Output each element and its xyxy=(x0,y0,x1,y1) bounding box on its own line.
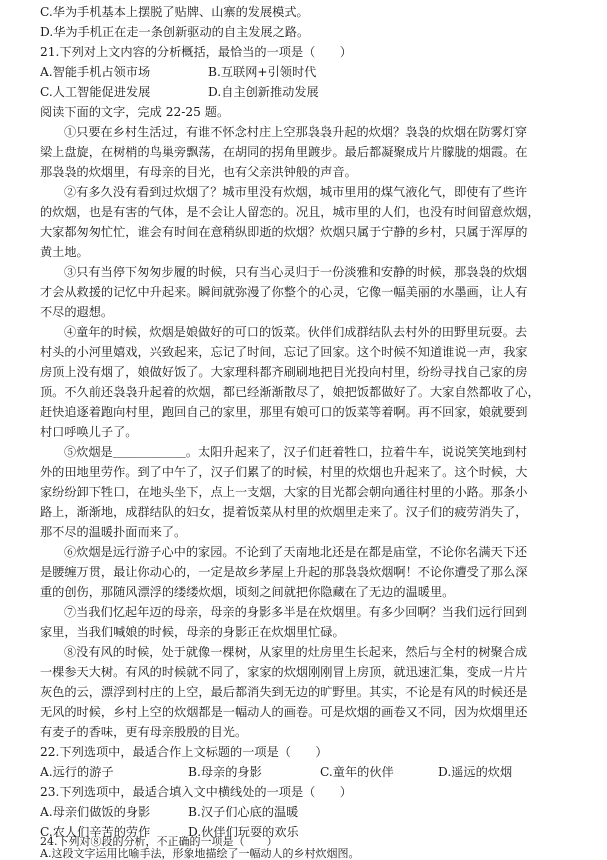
q20-option-d: D.华为手机正在走一条创新驱动的自主发展之路。 xyxy=(40,25,310,39)
passage-line: 一棵参天大树。有风的时候就不同了，家家的炊烟刚刚冒上房顶，就迅速汇集，变成一片片 xyxy=(40,665,528,679)
q23-option-c: C.农人们辛苦的劳作 xyxy=(40,825,151,839)
q21-option-c: C.人工智能促进发展 xyxy=(40,85,151,99)
q24-stem: 24.下列对⑧段的分析，不正确的一项是（ ） xyxy=(40,836,278,848)
passage-line: 顶。不久前还袅袅升起着的炊烟，都已经渐渐散尽了，娘把饭都做好了。大家自然都收了心， xyxy=(40,385,540,399)
q23-option-a: A.母亲们做饭的身影 xyxy=(40,805,151,819)
q21-stem: 21.下列对上文内容的分析概括，最恰当的一项是（ ） xyxy=(40,45,352,59)
passage-line: 那袅袅的炊烟里，有母亲的目光，也有父亲洪钟般的声音。 xyxy=(40,165,357,179)
q23-option-b: B.汉子们心底的温暖 xyxy=(188,805,299,819)
passage-line: 重的创伤，那随风漂浮的缕缕炊烟，顷刻之间就把你隐藏在了无边的温暖里。 xyxy=(40,585,455,599)
q22-option-c: C.童年的伙伴 xyxy=(320,765,394,779)
passage-line: ⑧没有风的时候，处于就像一棵树，从家里的灶房里生长起来，然后与全村的树聚合成 xyxy=(64,645,528,659)
passage-line: 是腰缠万贯，最让你动心的，一定是故乡茅屋上升起的那袅袅炊烟啊！不论你遭受了那么深 xyxy=(40,565,528,579)
q23-stem: 23.下列选项中，最适合填入文中横线处的一项是（ ） xyxy=(40,785,352,799)
passage-line: ⑥炊烟是远行游子心中的家园。不论到了天南地北还是在都是庙堂，不论你名满天下还 xyxy=(64,545,528,559)
q22-stem: 22.下列选项中，最适合作上文标题的一项是（ ） xyxy=(40,745,328,759)
q22-option-b: B.母亲的身影 xyxy=(188,765,262,779)
passage-line: ③只有当停下匆匆步履的时候，只有当心灵归于一份淡雅和安静的时候，那袅袅的炊烟 xyxy=(64,265,528,279)
passage-line: 大家都匆匆忙忙，谁会有时间在意稍纵即逝的炊烟？炊烟只属于宁静的乡村，只属于浑厚的 xyxy=(40,225,528,239)
passage-line: 的炊烟，也是有害的气体，是不会让人留恋的。况且，城市里的人们，也没有时间留意炊烟， xyxy=(40,205,540,219)
passage-line: 黄土地。 xyxy=(40,245,89,259)
q21-option-b: B.互联网+引领时代 xyxy=(208,65,317,79)
passage-line: ④童年的时候，炊烟是娘做好的可口的饭菜。伙伴们成群结队去村外的田野里玩耍。去 xyxy=(64,325,528,339)
q20-option-c: C.华为手机基本上摆脱了贴牌、山寨的发展模式。 xyxy=(40,5,309,19)
q22-option-a: A.远行的游子 xyxy=(40,765,114,779)
passage-line: ②有多久没有看到过炊烟了？城市里没有炊烟，城市里用的煤气液化气，即使有了些许 xyxy=(64,185,528,199)
passage-line: ①只要在乡村生活过，有谁不怀念村庄上空那袅袅升起的炊烟？袅袅的炊烟在防雾灯穿 xyxy=(64,125,528,139)
q21-option-d: D.自主创新推动发展 xyxy=(208,85,319,99)
q22-option-d: D.遥远的炊烟 xyxy=(438,765,513,779)
q23-option-d: D.伙伴们玩耍的欢乐 xyxy=(188,825,299,839)
passage-line: 灰色的云，漂浮到村庄的上空，最后都消失到无边的旷野里。其实，不论是有风的时候还是 xyxy=(40,685,528,699)
passage-line: ⑦当我们忆起年迈的母亲，母亲的身影多半是在炊烟里。有多少回啊？当我们远行回到 xyxy=(64,605,528,619)
passage-line: 无风的时候，乡村上空的炊烟都是一幅动人的画卷。可是炊烟的画卷又不同，因为炊烟里还 xyxy=(40,705,528,719)
passage-line: 才会从救援的记忆中升起来。瞬间就弥漫了你整个的心灵，它像一幅美丽的水墨画，让人有 xyxy=(40,285,528,299)
passage-line: 那不尽的温暖扑面而来了。 xyxy=(40,525,187,539)
passage-line: 赶快追逐着跑向村里，跑回自己的家里，那里有娘可口的饭菜等着啊。再不回家，娘就要到 xyxy=(40,405,528,419)
passage-line: 村口呼唤儿子了。 xyxy=(40,425,138,439)
passage-line: 家纷纷卸下牲口，在地头坐下，点上一支烟，大家的目光都会朝向通往村里的小路。那条小 xyxy=(40,485,528,499)
passage-line: 有麦子的香味，更有母亲殷殷的目光。 xyxy=(40,725,248,739)
passage-line: 村头的小河里嬉戏，兴致起来，忘记了时间，忘记了回家。这个时候不知道谁说一声，我家 xyxy=(40,345,528,359)
passage-line: ⑤炊烟是＿＿＿＿＿＿。太阳升起来了，汉子们赶着牲口，拉着牛车，说说笑笑地到村 xyxy=(64,445,528,459)
q24-option-a: A.这段文字运用比喻手法，形象地描绘了一幅动人的乡村炊烟图。 xyxy=(40,848,360,860)
passage-line: 家里，当我们喊娘的时候，母亲的身影正在炊烟里忙碌。 xyxy=(40,625,345,639)
passage-line: 梁上盘旋，在树梢的鸟巢旁飘荡，在胡同的拐角里踱步。最后都凝聚成片片朦胧的烟霞。在 xyxy=(40,145,528,159)
passage-line: 房顶上没有烟了，娘做好饭了。大家理科都齐刷刷地把目光投向村里，纷纷寻找自己家的房 xyxy=(40,365,528,379)
q21-option-a: A.智能手机占领市场 xyxy=(40,65,151,79)
reading-instruction: 阅读下面的文字，完成 22-25 题。 xyxy=(40,105,230,119)
passage-line: 路上，渐渐地，成群结队的妇女，提着饭菜从村里的炊烟里走来了。汉子们的疲劳消失了， xyxy=(40,505,528,519)
passage-line: 不尽的遐想。 xyxy=(40,305,114,319)
passage-line: 外的田地里劳作。到了中午了，汉子们累了的时候，村里的炊烟也升起来了。这个时候，大 xyxy=(40,465,528,479)
